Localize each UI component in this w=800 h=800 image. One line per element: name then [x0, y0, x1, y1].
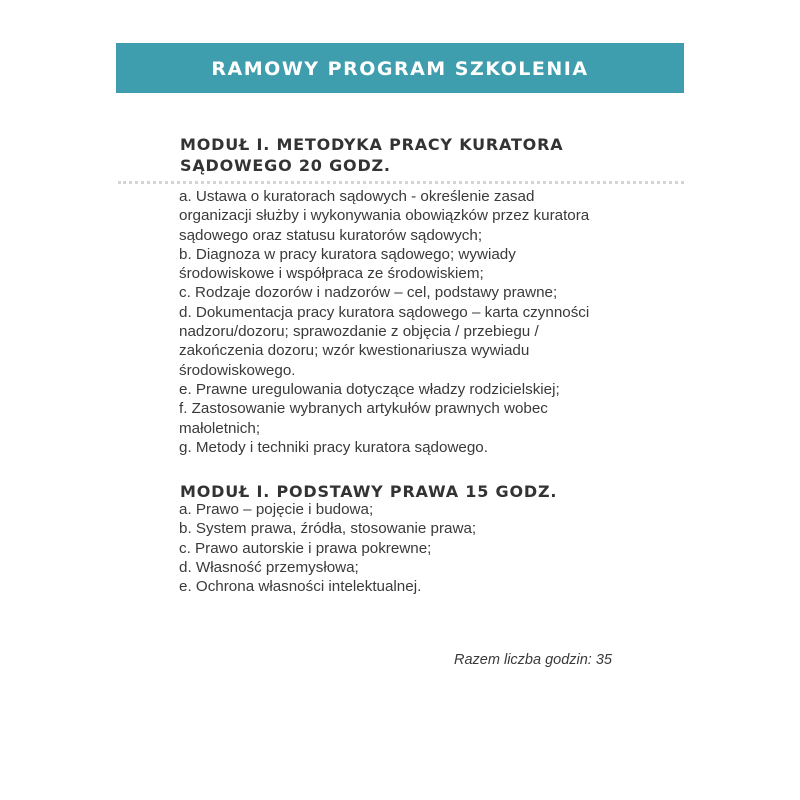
module-1-title — [180, 134, 610, 176]
module-1-item-list — [179, 187, 609, 457]
module-2-item: c. Prawo autorskie i prawa pokrewne; — [179, 539, 432, 557]
total-hours-note: Razem liczba godzin: 35 — [454, 652, 612, 668]
module-1-title-line-2: SĄDOWEGO 20 GODZ. — [180, 156, 391, 175]
module-1-item: b. Diagnoza w pracy kuratora sądowego; wywiady środowiskowe i współpraca ze środowiskiem; — [179, 245, 516, 283]
module-2-title — [180, 481, 610, 502]
module-2-item: e. Ochrona własności intelektualnej. — [179, 578, 422, 596]
module-1-item: d. Dokumentacja pracy kuratora sądowego – karta czynności nadzoru/dozoru; sprawozdanie z objęcia / przebiegu / zakończenia dozoru; wzór kwestionariusza wywiadu środowiskowego. — [179, 303, 590, 379]
page-title: RAMOWY PROGRAM SZKOLENIA — [211, 58, 589, 80]
module-1-title-line-1: MODUŁ I. METODYKA PRACY KURATORA — [180, 135, 564, 154]
module-2-title-line-1: MODUŁ I. PODSTAWY PRAWA 15 GODZ. — [180, 482, 558, 501]
module-2-item: d. Własność przemysłowa; — [179, 558, 359, 576]
module-2-item: b. System prawa, źródła, stosowanie prawa; — [179, 520, 477, 538]
section-divider — [118, 181, 684, 184]
module-1-item: c. Rodzaje dozorów i nadzorów – cel, podstawy prawne; — [179, 284, 558, 302]
header-banner — [116, 43, 684, 93]
module-2-item: a. Prawo – pojęcie i budowa; — [179, 501, 374, 518]
module-1-item: f. Zastosowanie wybranych artykułów prawnych wobec małoletnich; — [179, 400, 548, 437]
module-1-item: g. Metody i techniki pracy kuratora sądowego. — [179, 438, 488, 456]
module-2-item-list — [179, 500, 609, 596]
module-1-item: e. Prawne uregulowania dotyczące władzy rodzicielskiej; — [179, 380, 560, 398]
module-1-item: a. Ustawa o kuratorach sądowych - określenie zasad organizacji służby i wykonywania obowiązków przez kuratora sądowego oraz statusu kuratorów sądowych; — [179, 188, 590, 244]
